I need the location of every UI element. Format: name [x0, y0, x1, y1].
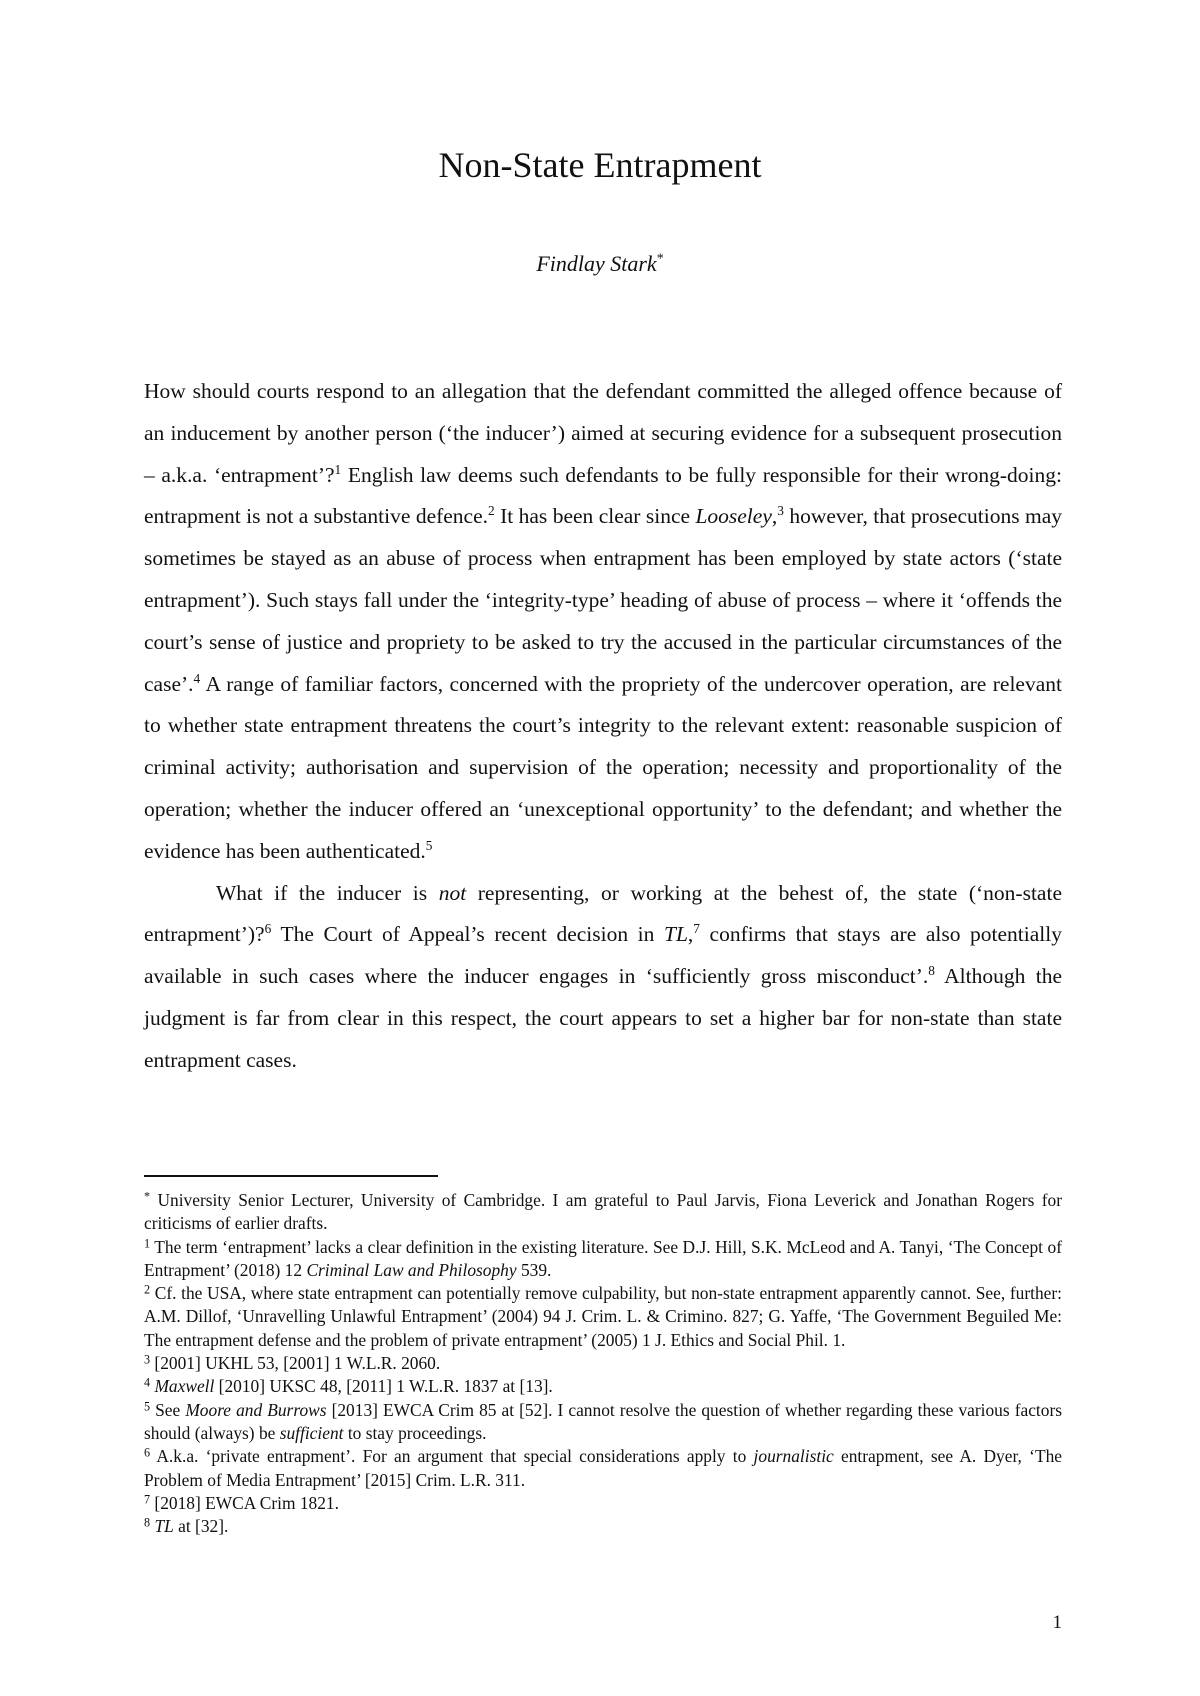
footnotes — [144, 1189, 1062, 1538]
footnote-mark: 7 — [144, 1492, 151, 1507]
footnote-ref-6: 6 — [264, 921, 272, 937]
footnote-3 — [144, 1352, 1062, 1375]
case-name-tl: TL — [664, 922, 688, 947]
footnote-text: See — [150, 1399, 186, 1420]
case-name-moore-burrows: Moore and Burrows — [185, 1399, 327, 1420]
author-line — [0, 250, 1200, 278]
footnote-separator — [144, 1175, 438, 1177]
footnote-8 — [144, 1515, 1062, 1538]
footnote-mark: 4 — [144, 1375, 151, 1390]
journal-title: Criminal Law and Philosophy — [306, 1259, 517, 1280]
paragraph-2 — [144, 873, 1062, 1082]
emphasis-not: not — [438, 880, 467, 905]
footnote-4 — [144, 1375, 1062, 1398]
footnote-mark: 5 — [144, 1399, 151, 1414]
p2-text: The Court of Appeal’s recent decision in — [271, 922, 664, 947]
p1-text: It has been clear since — [494, 504, 696, 529]
p2-text: representing, or working at the behest of, the state (‘non-state entrapment’)? — [144, 880, 1062, 947]
footnote-text: [2018] EWCA Crim 1821. — [150, 1492, 339, 1513]
page-number: 1 — [1052, 1612, 1062, 1633]
footnote-text: entrapment, see A. Dyer, ‘The Problem of Media Entrapment’ [2015] Crim. L.R. 311. — [144, 1446, 1062, 1490]
p2-text: What if the inducer is — [216, 880, 439, 905]
footnote-ref-1: 1 — [334, 461, 342, 477]
footnote-mark: 1 — [144, 1236, 151, 1251]
footnote-text: at [32]. — [173, 1516, 229, 1537]
author-footnote-mark: * — [656, 251, 664, 267]
case-name-looseley: Looseley — [695, 504, 772, 529]
emphasis-journalistic: journalistic — [753, 1446, 834, 1467]
footnote-text: to stay proceedings. — [343, 1422, 487, 1443]
footnote-2 — [144, 1282, 1062, 1352]
p1-text: however, that prosecutions may sometimes be stayed as an abuse of process when entrapment has been employed by state actors (‘state entrapment’). Such stays fall under the ‘integrity-type’ heading of abuse of process – where it ‘offends the court’s sense of justice and propriety to be asked to try the accused in the particular circumstances of the case’. — [144, 504, 1062, 696]
case-name-maxwell: Maxwell — [154, 1376, 215, 1397]
paragraph-1 — [144, 371, 1062, 873]
footnote-mark: 3 — [144, 1352, 151, 1367]
footnote-text: [2001] UKHL 53, [2001] 1 W.L.R. 2060. — [150, 1353, 441, 1374]
p1-text: English law deems such defendants to be fully responsible for their wrong-doing: entrapment is not a substantive defence. — [144, 462, 1063, 529]
footnote-text: A.k.a. ‘private entrapment’. For an argument that special considerations apply to — [150, 1446, 754, 1467]
author-name: Findlay Stark — [536, 251, 657, 276]
footnote-5 — [144, 1399, 1062, 1446]
body-text — [144, 371, 1062, 1082]
footnote-ref-2: 2 — [488, 503, 495, 519]
p1-text: How should courts respond to an allegation that the defendant committed the alleged offence because of an inducement by another person (‘the inducer’) aimed at securing evidence for a subsequent prosecution – a.k.a. ‘entrapment’? — [144, 379, 1062, 487]
footnote-text: Cf. the USA, where state entrapment can potentially remove culpability, but non-state entrapment apparently cannot. See, further: A.M. Dillof, ‘Unravelling Unlawful Entrapment’ (2004) 94 J. Crim. L. & Crimino. 827; G. Yaffe, ‘The Government Beguiled Me: The entrapment defense and the problem of private entrapment’ (2005) 1 J. Ethics and Social Phil. 1. — [144, 1283, 1062, 1350]
footnote-ref-8: 8 — [928, 963, 935, 979]
p2-text: Although the judgment is far from clear in this respect, the court appears to set a higher bar for non-state than state entrapment cases. — [144, 964, 1062, 1072]
footnote-text: 539. — [516, 1259, 552, 1280]
footnote-mark: * — [144, 1189, 151, 1204]
case-name-tl: TL — [154, 1516, 174, 1537]
footnote-ref-3: 3 — [777, 503, 784, 519]
footnote-mark: 6 — [144, 1445, 151, 1460]
footnote-text: The term ‘entrapment’ lacks a clear definition in the existing literature. See D.J. Hill, S.K. McLeod and A. Tanyi, ‘The Concept of Entrapment’ (2018) 12 — [144, 1236, 1062, 1280]
footnote-text: [2013] EWCA Crim 85 at [52]. I cannot resolve the question of whether regarding these various factors should (always) be — [144, 1399, 1063, 1443]
footnote-ref-5: 5 — [425, 837, 433, 853]
p2-text: , — [687, 922, 694, 947]
footnote-6 — [144, 1445, 1062, 1492]
footnote-7 — [144, 1492, 1062, 1515]
footnote-mark: 2 — [144, 1282, 151, 1297]
footnote-ref-7: 7 — [693, 921, 700, 937]
footnote-text: [2010] UKSC 48, [2011] 1 W.L.R. 1837 at [13]. — [214, 1376, 553, 1397]
emphasis-sufficient: sufficient — [279, 1422, 344, 1443]
footnote-ref-4: 4 — [193, 670, 201, 686]
footnote-star — [144, 1189, 1062, 1236]
paper-title: Non-State Entrapment — [438, 145, 762, 185]
p1-text: A range of familiar factors, concerned with the propriety of the undercover operation, are relevant to whether state entrapment threatens the court’s integrity to the relevant extent: reasonable suspicion of criminal activity; authorisation and supervision of the operation; necessity and proportionality of the operation; whether the inducer offered an ‘unexceptional opportunity’ to the defendant; and whether the evidence has been authenticated. — [144, 671, 1062, 863]
p2-text: confirms that stays are also potentially available in such cases where the inducer engages in ‘sufficiently gross misconduct’. — [144, 922, 1062, 989]
footnote-mark: 8 — [144, 1515, 151, 1530]
footnote-text: University Senior Lecturer, University of Cambridge. I am grateful to Paul Jarvis, Fiona Leverick and Jonathan Rogers for criticisms of earlier drafts. — [144, 1190, 1062, 1234]
p1-text: , — [771, 504, 778, 529]
footnote-1 — [144, 1236, 1062, 1283]
